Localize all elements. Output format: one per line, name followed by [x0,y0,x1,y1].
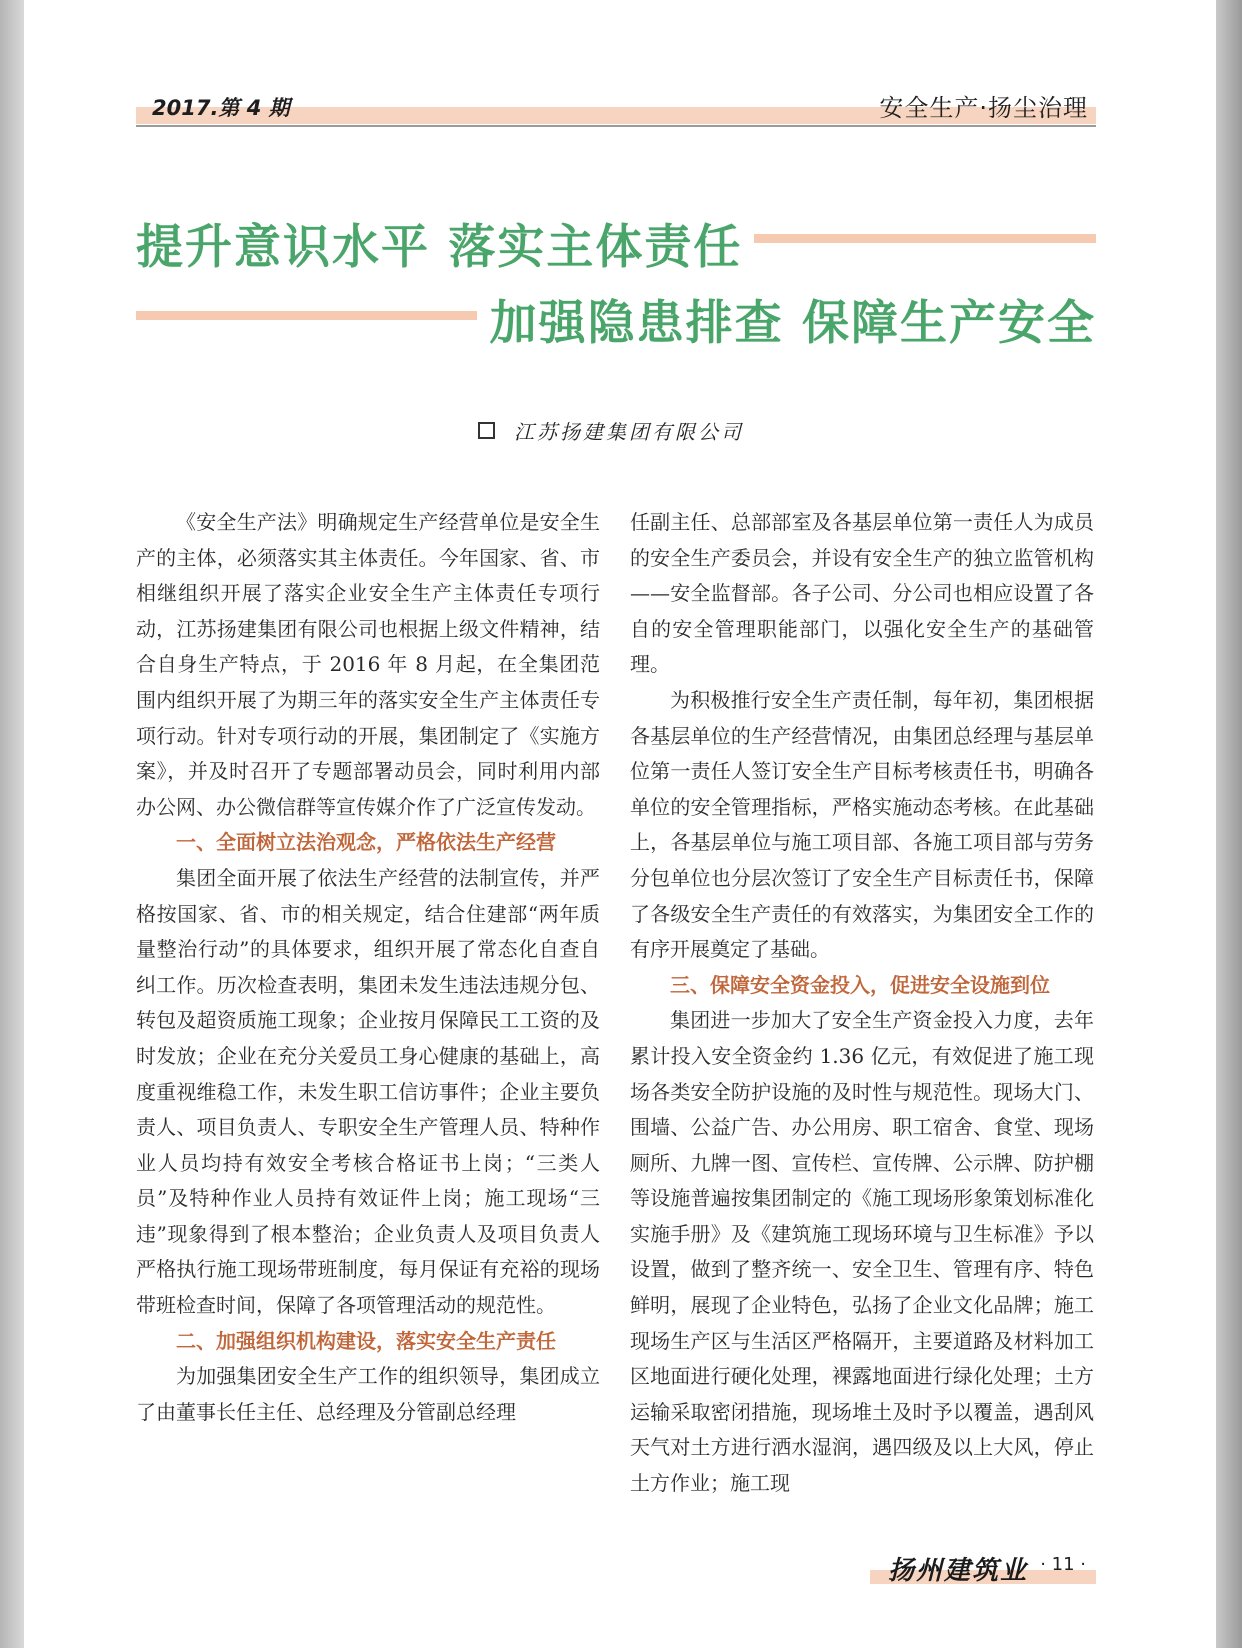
page-edge-right [1216,0,1242,1648]
header-rule [136,125,1096,127]
author-line [478,416,744,445]
issue-number: 2017.第 4 期 [152,96,290,120]
section-heading-1: 一、全面树立法治观念，严格依法生产经营 [176,830,556,855]
magazine-logo: 扬州建筑业 [888,1556,1029,1586]
page-footer [870,1550,1096,1590]
paragraph: 集团进一步加大了安全生产资金投入力度，去年累计投入安全资金约 1.36 亿元，有效促进了施工现场各类安全防护设施的及时性与规范性。现场大门、围墙、公益广告、办公用房、职工宿舍、食堂、现场厕所、九牌一图、宣传栏、宣传牌、公示牌、防护棚等设施普遍按集团制定的《施工现场形象策划标准化实施手册》及《建筑施工现场环境与卫生标准》予以设置，做到了整齐统一、安全卫生、管理有序、特色鲜明，展现了企业特色，弘扬了企业文化品牌；施工现场生产区与生活区严格隔开，主要道路及材料加工区地面进行硬化处理，裸露地面进行绿化处理；土方运输采取密闭措施，现场堆土及时予以覆盖，遇刮风天气对土方进行洒水湿润，遇四级及以上大风，停止土方作业；施工现 [630,1008,1094,1496]
section-heading-3: 三、保障安全资金投入，促进安全设施到位 [670,972,1050,997]
article-title-line-1: 提升意识水平 落实主体责任 [136,220,743,275]
page-number: · 11 · [1040,1554,1086,1575]
paragraph: 集团全面开展了依法生产经营的法制宣传，并严格按国家、省、市的相关规定，结合住建部“两年质量整治行动”的具体要求，组织开展了常态化自查自纠工作。历次检查表明，集团未发生违法违规分包、转包及超资质施工现象；企业按月保障民工工资的及时发放；企业在充分关爱员工身心健康的基础上，高度重视维稳工作，未发生职工信访事件；企业主要负责人、项目负责人、专职安全生产管理人员、特种作业人员均持有效安全考核合格证书上岗；“三类人员”及特种作业人员持有效证件上岗；施工现场“三违”现象得到了根本整治；企业负责人及项目负责人严格执行施工现场带班制度，每月保证有充裕的现场带班检查时间，保障了各项管理活动的规范性。 [136,865,600,1318]
author-name: 江苏扬建集团有限公司 [514,420,744,444]
section-heading-2: 二、加强组织机构建设，落实安全生产责任 [176,1328,556,1353]
title-decoration-bar-1 [754,234,1096,243]
body-column-left [136,505,600,1430]
body-column-right [630,505,1094,1502]
paragraph: 为积极推行安全生产责任制，每年初，集团根据各基层单位的生产经营情况，由集团总经理与基层单位第一责任人签订安全生产目标考核责任书，明确各单位的安全管理指标，严格实施动态考核。在此基础上，各基层单位与施工项目部、各施工项目部与劳务分包单位也分层次签订了安全生产目标责任书，保障了各级安全生产责任的有效落实，为集团安全工作的有序开展奠定了基础。 [630,687,1094,962]
paragraph: 为加强集团安全生产工作的组织领导，集团成立了由董事长任主任、总经理及分管副总经理 [136,1364,600,1424]
running-header [136,84,1096,124]
paragraph: 《安全生产法》明确规定生产经营单位是安全生产的主体，必须落实其主体责任。今年国家、省、市相继组织开展了落实企业安全生产主体责任专项行动，江苏扬建集团有限公司也根据上级文件精神，结合自身生产特点，于 2016 年 8 月起，在全集团范围内组织开展了为期三年的落实安全生产主体责任专项行动。针对专项行动的开展，集团制定了《实施方案》，并及时召开了专题部署动员会，同时利用内部办公网、办公微信群等宣传媒介作了广泛宣传发动。 [136,510,600,819]
square-bullet-icon [478,422,495,439]
paragraph-continued: 任副主任、总部部室及各基层单位第一责任人为成员的安全生产委员会，并设有安全生产的独立监管机构——安全监督部。各子公司、分公司也相应设置了各自的安全管理职能部门，以强化安全生产的基础管理。 [630,510,1094,677]
article-title-line-2: 加强隐患排查 保障生产安全 [489,296,1096,351]
section-title: 安全生产·扬尘治理 [879,94,1088,122]
page-edge-left [0,0,24,1648]
title-decoration-bar-2 [136,311,477,320]
